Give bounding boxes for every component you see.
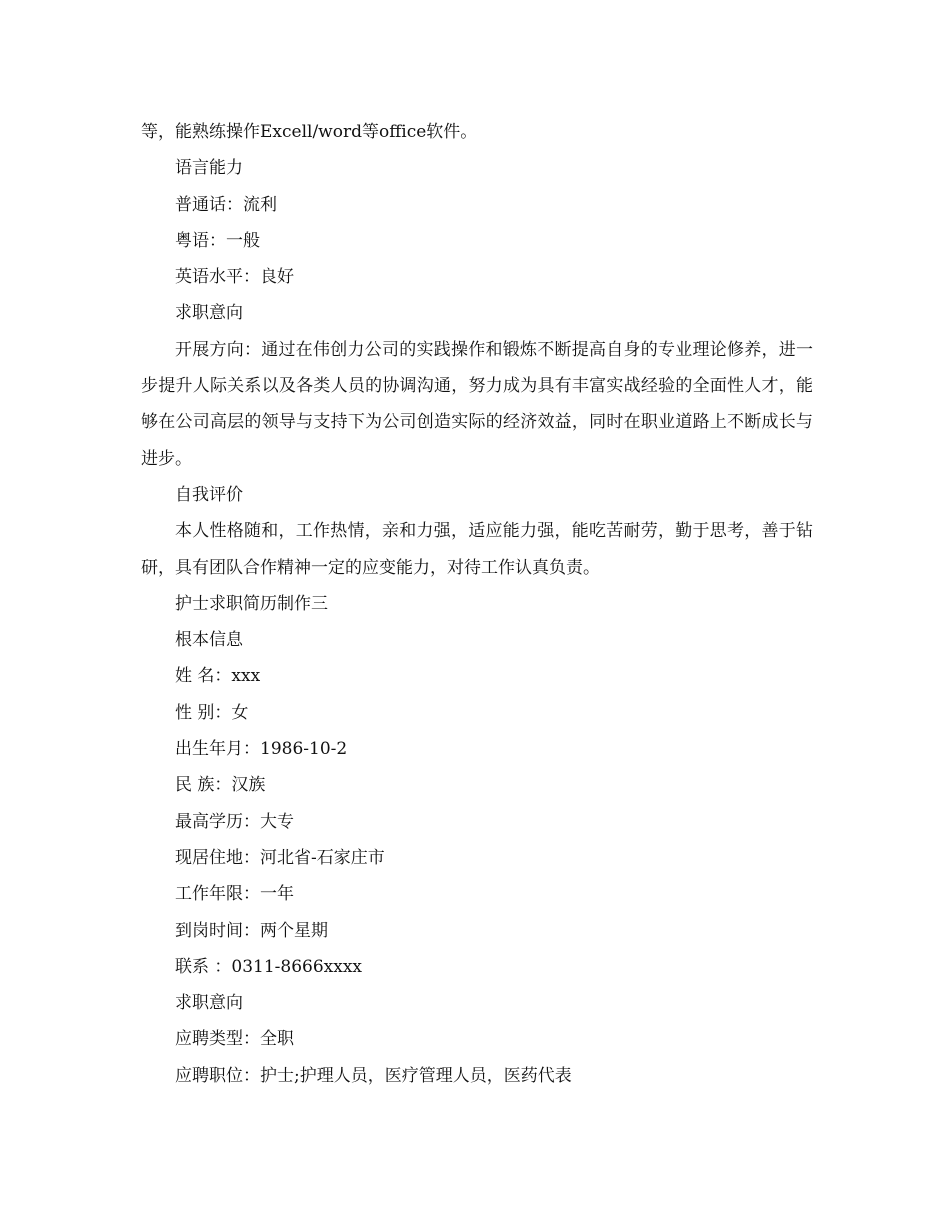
info-gender: 性 别：女 xyxy=(175,702,249,723)
document-page xyxy=(141,114,813,1094)
language-cantonese: 粤语：一般 xyxy=(175,230,260,251)
section-heading-basic-info: 根本信息 xyxy=(175,630,243,651)
info-name: 姓 名：xxx xyxy=(175,666,261,687)
info-ethnicity: 民 族：汉族 xyxy=(175,775,266,796)
section-heading-job-intention-2: 求职意向 xyxy=(175,993,243,1014)
section-heading-language: 语言能力 xyxy=(175,158,243,179)
section-heading-job-intention: 求职意向 xyxy=(175,303,243,324)
info-available-time: 到岗时间：两个星期 xyxy=(175,920,328,941)
info-job-type: 应聘类型：全职 xyxy=(175,1029,294,1050)
self-evaluation-paragraph: 本人性格随和，工作热情，亲和力强，适应能力强，能吃苦耐劳，勤于思考，善于钻研，具有团队合作精神一定的应变能力，对待工作认真负责。 xyxy=(141,521,813,578)
info-residence: 现居住地：河北省-石家庄市 xyxy=(175,847,385,868)
language-mandarin: 普通话：流利 xyxy=(175,194,277,215)
info-work-years: 工作年限：一年 xyxy=(175,884,294,905)
info-education: 最高学历：大专 xyxy=(175,811,294,832)
resume-title-three: 护士求职简历制作三 xyxy=(175,593,328,614)
development-direction-paragraph: 开展方向：通过在伟创力公司的实践操作和锻炼不断提高自身的专业理论修养，进一步提升人际关系以及各类人员的协调沟通，努力成为具有丰富实战经验的全面性人才，能够在公司高层的领导与支持下为公司创造实际的经济效益，同时在职业道路上不断成长与进步。 xyxy=(141,339,813,469)
skills-continuation-line: 等，能熟练操作Excell/word等office软件。 xyxy=(141,122,478,142)
language-english: 英语水平：良好 xyxy=(175,267,294,288)
info-birth-date: 出生年月：1986-10-2 xyxy=(175,739,348,760)
info-job-position: 应聘职位：护士;护理人员，医疗管理人员，医药代表 xyxy=(175,1065,572,1086)
info-contact: 联系 ：0311-8666xxxx xyxy=(175,956,363,977)
section-heading-self-evaluation: 自我评价 xyxy=(175,484,243,505)
